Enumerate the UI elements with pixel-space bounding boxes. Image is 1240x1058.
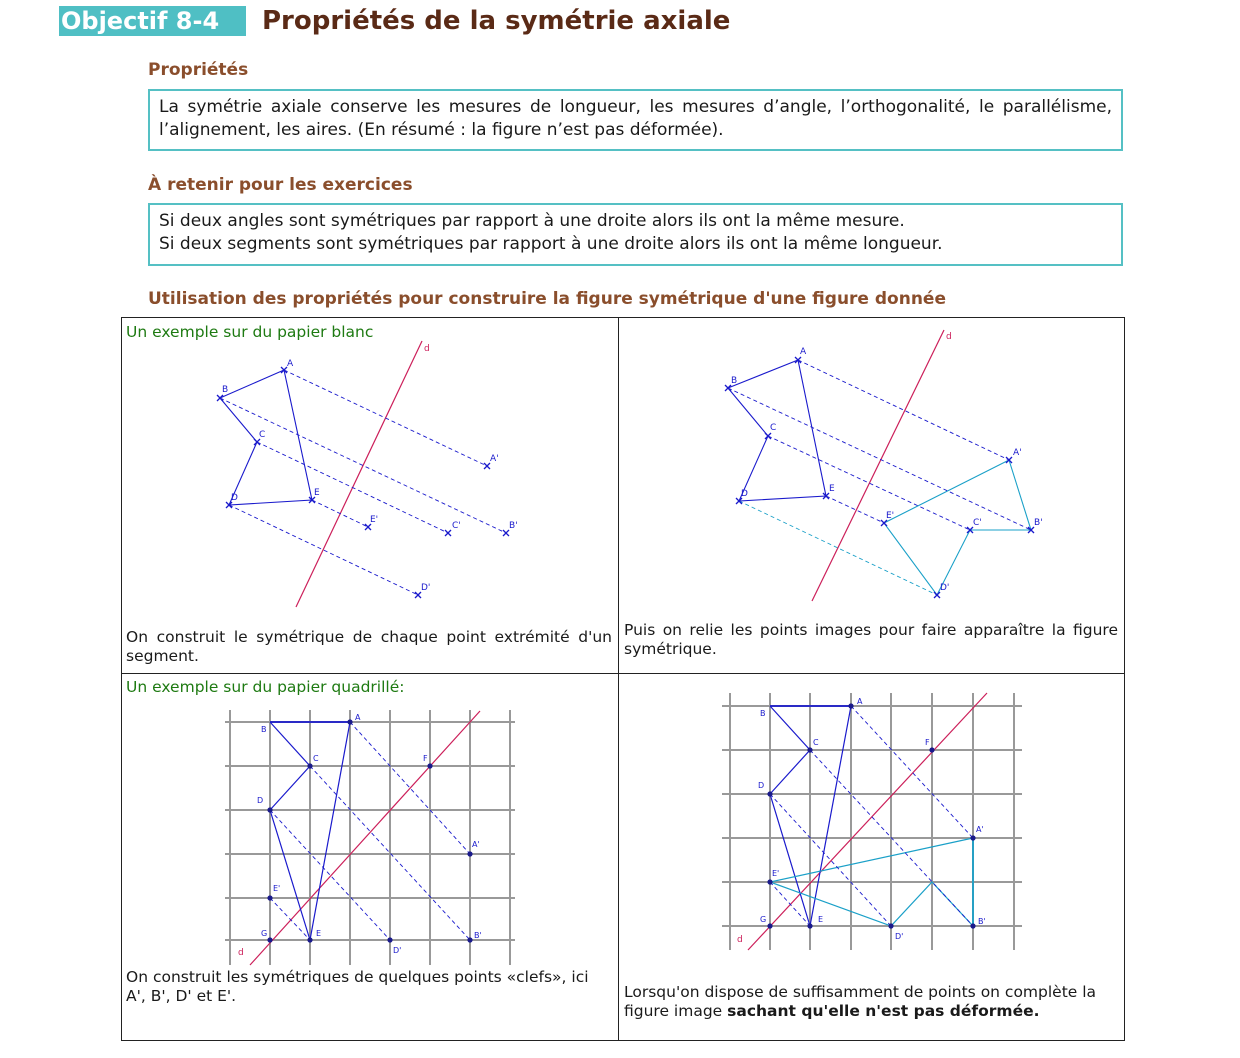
point-F: F bbox=[925, 738, 930, 747]
point-A-prime: A' bbox=[1013, 448, 1022, 458]
point-A-prime: A' bbox=[472, 840, 480, 849]
point-D-prime: D' bbox=[393, 946, 402, 955]
point-B-prime: B' bbox=[509, 521, 518, 531]
axis-label: d bbox=[737, 935, 743, 945]
figure-grid-complete bbox=[722, 693, 1022, 950]
grid-paper-caption: Un exemple sur du papier quadrillé: bbox=[126, 678, 405, 696]
top-left-explanation: On construit le symétrique de chaque point extrémité d'un segment. bbox=[126, 628, 612, 665]
objective-badge: Objectif 8-4 bbox=[59, 6, 246, 36]
original-polygon bbox=[728, 360, 826, 501]
point-G: G bbox=[261, 929, 268, 938]
point-B-prime: B' bbox=[474, 931, 482, 940]
usage-heading: Utilisation des propriétés pour construire la figure symétrique d'une figure donnée bbox=[148, 289, 946, 309]
point-E: E bbox=[829, 484, 835, 494]
point-C: C bbox=[813, 738, 819, 747]
page-title: Propriétés de la symétrie axiale bbox=[262, 6, 731, 36]
point-E: E bbox=[316, 929, 322, 938]
top-right-explanation: Puis on relie les points images pour faire apparaître la figure symétrique. bbox=[624, 621, 1118, 658]
remember-line-2: Si deux segments sont symétriques par rapport à une droite alors ils ont la même longueur. bbox=[159, 234, 943, 254]
point-A: A bbox=[287, 359, 294, 369]
point-B-prime: B' bbox=[1034, 518, 1043, 528]
construction-lines bbox=[728, 360, 1031, 530]
point-D-prime: D' bbox=[421, 583, 431, 593]
point-A: A bbox=[857, 697, 863, 706]
point-C-prime: C' bbox=[452, 521, 461, 531]
point-C: C bbox=[313, 754, 319, 763]
point-B: B bbox=[731, 376, 738, 386]
axis-label: d bbox=[946, 332, 952, 342]
point-C: C bbox=[259, 430, 266, 440]
point-D: D bbox=[231, 493, 238, 503]
point-G: G bbox=[760, 915, 767, 924]
figure-blank-complete bbox=[725, 330, 1043, 601]
remember-line-1: Si deux angles sont symétriques par rapport à une droite alors ils ont la même mesure. bbox=[159, 211, 905, 231]
point-B: B bbox=[760, 709, 766, 718]
bottom-right-text-plain: Lorsqu'on dispose de suffisamment de points on complète la figure image bbox=[624, 983, 1097, 1020]
axis-label: d bbox=[238, 948, 244, 958]
point-D: D bbox=[741, 489, 748, 499]
image-polygon bbox=[884, 460, 1031, 595]
point-D-prime: D' bbox=[895, 932, 904, 941]
construction-lines bbox=[220, 370, 506, 595]
remember-heading: À retenir pour les exercices bbox=[148, 175, 413, 195]
properties-heading: Propriétés bbox=[148, 60, 249, 80]
bottom-right-text-bold: sachant qu'elle n'est pas déformée. bbox=[727, 1002, 1040, 1020]
bottom-left-explanation: On construit les symétriques de quelques points «clefs», ici A', B', D' et E'. bbox=[126, 968, 589, 1005]
point-E: E bbox=[818, 915, 824, 924]
point-B: B bbox=[222, 385, 229, 395]
point-B: B bbox=[261, 725, 267, 734]
properties-text: La symétrie axiale conserve les mesures de longueur, les mesures d’angle, l’orthogonalité, le parallélisme, l’alignement, les aires. (En résumé : la figure n’est pas déformée). bbox=[159, 97, 1112, 140]
point-E-prime: E' bbox=[886, 511, 895, 521]
point-D: D bbox=[257, 796, 264, 805]
grid-paper bbox=[722, 693, 1022, 950]
point-E: E bbox=[314, 488, 320, 498]
blank-paper-caption: Un exemple sur du papier blanc bbox=[126, 323, 374, 341]
point-A: A bbox=[355, 713, 361, 722]
point-F: F bbox=[423, 754, 428, 763]
point-B-prime: B' bbox=[978, 917, 986, 926]
point-C-prime: C' bbox=[973, 518, 982, 528]
figure-blank-points bbox=[217, 341, 518, 607]
point-E-prime: E' bbox=[273, 884, 281, 893]
point-D: D bbox=[758, 781, 765, 790]
point-E-prime: E' bbox=[370, 515, 379, 525]
point-A: A bbox=[800, 347, 807, 357]
axis-label: d bbox=[424, 344, 430, 354]
point-E-prime: E' bbox=[772, 869, 780, 878]
point-A-prime: A' bbox=[490, 454, 499, 464]
grid-paper bbox=[225, 710, 515, 965]
axis-line bbox=[748, 693, 987, 950]
point-D-prime: D' bbox=[940, 583, 950, 593]
point-A-prime: A' bbox=[976, 825, 984, 834]
axis-line bbox=[296, 341, 422, 607]
figure-grid-points bbox=[225, 710, 515, 965]
axis-line bbox=[250, 711, 480, 965]
point-C: C bbox=[770, 423, 777, 433]
original-polygon bbox=[220, 370, 312, 505]
